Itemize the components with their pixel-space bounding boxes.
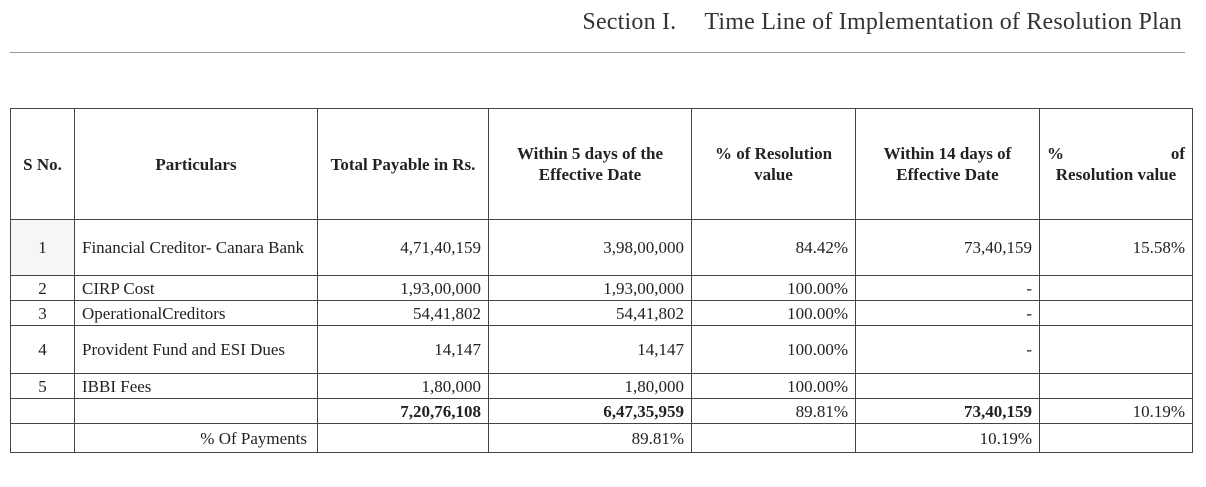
cell-pct2 xyxy=(1040,374,1193,399)
heading-divider xyxy=(10,52,1185,53)
cell-pct1: 100.00% xyxy=(692,374,856,399)
payments-within5: 89.81% xyxy=(489,424,692,453)
table-row xyxy=(11,374,1193,399)
payments-within14: 10.19% xyxy=(856,424,1040,453)
cell-pct1: 100.00% xyxy=(692,301,856,326)
cell-sno: 3 xyxy=(11,301,75,326)
cell-sno: 2 xyxy=(11,276,75,301)
cell-within5: 3,98,00,000 xyxy=(489,220,692,276)
cell-within5: 1,80,000 xyxy=(489,374,692,399)
table-row xyxy=(11,220,1193,276)
cell-within14: - xyxy=(856,326,1040,374)
cell-within14 xyxy=(856,374,1040,399)
cell-total-empty xyxy=(318,424,489,453)
payments-label: % Of Payments xyxy=(75,424,318,453)
table-header-row xyxy=(11,109,1193,220)
cell-total: 54,41,802 xyxy=(318,301,489,326)
cell-pct2: 15.58% xyxy=(1040,220,1193,276)
resolution-plan-table xyxy=(10,108,1193,453)
payments-row xyxy=(11,424,1193,453)
cell-within5: 54,41,802 xyxy=(489,301,692,326)
header-sno: S No. xyxy=(11,109,75,220)
pct1-total: 89.81% xyxy=(692,399,856,424)
cell-within14: 73,40,159 xyxy=(856,220,1040,276)
cell-pct2 xyxy=(1040,326,1193,374)
cell-pct1: 100.00% xyxy=(692,326,856,374)
cell-sno: 1 xyxy=(11,220,75,276)
section-number: Section I. xyxy=(582,9,677,35)
table-row xyxy=(11,276,1193,301)
within14-sum: 73,40,159 xyxy=(856,399,1040,424)
section-title: Time Line of Implementation of Resolution Plan xyxy=(704,9,1182,35)
header-particulars: Particulars xyxy=(75,109,318,220)
cell-particulars: CIRP Cost xyxy=(75,276,318,301)
header-total-payable: Total Payable in Rs. xyxy=(318,109,489,220)
header-pct-resolution-2 xyxy=(1040,109,1193,220)
header-pct-resolution-1: % of Resolution value xyxy=(692,109,856,220)
cell-pct1: 100.00% xyxy=(692,276,856,301)
cell-pct2 xyxy=(1040,276,1193,301)
cell-particulars: OperationalCreditors xyxy=(75,301,318,326)
cell-particulars: IBBI Fees xyxy=(75,374,318,399)
header-within-5-days: Within 5 days of the Effective Date xyxy=(489,109,692,220)
cell-total: 1,93,00,000 xyxy=(318,276,489,301)
table-row xyxy=(11,301,1193,326)
cell-particulars: Financial Creditor- Canara Bank xyxy=(75,220,318,276)
section-heading xyxy=(582,9,1182,36)
cell-total: 1,80,000 xyxy=(318,374,489,399)
header-pct-symbol: % xyxy=(1047,144,1064,163)
within5-sum: 6,47,35,959 xyxy=(489,399,692,424)
cell-total: 14,147 xyxy=(318,326,489,374)
cell-sno-empty xyxy=(11,399,75,424)
total-payable-sum: 7,20,76,108 xyxy=(318,399,489,424)
header-resolution-value: Resolution value xyxy=(1055,165,1177,184)
cell-sno: 4 xyxy=(11,326,75,374)
totals-row xyxy=(11,399,1193,424)
cell-pct2 xyxy=(1040,301,1193,326)
cell-sno: 5 xyxy=(11,374,75,399)
cell-pct1: 84.42% xyxy=(692,220,856,276)
cell-pct1-empty xyxy=(692,424,856,453)
header-of-word: of xyxy=(1170,144,1185,163)
cell-particulars-empty xyxy=(75,399,318,424)
cell-particulars: Provident Fund and ESI Dues xyxy=(75,326,318,374)
pct2-total: 10.19% xyxy=(1040,399,1193,424)
cell-sno-empty xyxy=(11,424,75,453)
table-row xyxy=(11,326,1193,374)
cell-pct2-empty xyxy=(1040,424,1193,453)
cell-within14: - xyxy=(856,301,1040,326)
cell-within5: 14,147 xyxy=(489,326,692,374)
cell-within5: 1,93,00,000 xyxy=(489,276,692,301)
cell-within14: - xyxy=(856,276,1040,301)
cell-total: 4,71,40,159 xyxy=(318,220,489,276)
header-within-14-days: Within 14 days of Effective Date xyxy=(856,109,1040,220)
